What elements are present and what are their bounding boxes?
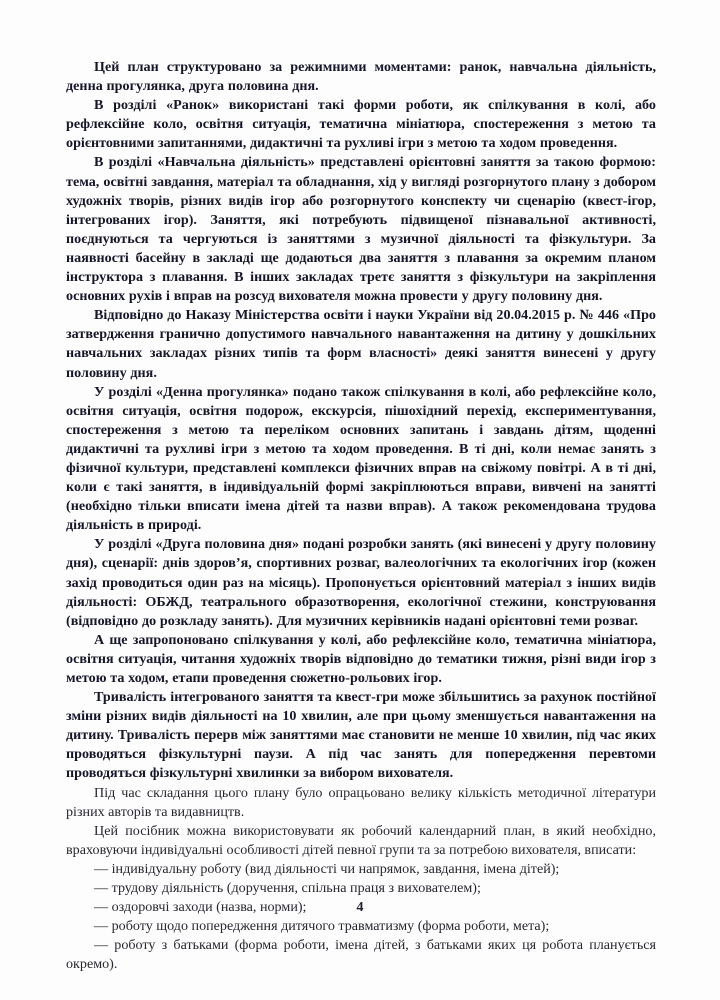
- paragraph-2-rest: використані такі форми роботи, як спілкування в колі, або рефлексійне коло, освітня ситуація, тематична мініатюра, спостереження з метою та орієнтовними запитаннями, дидактичні та рухливі ігри з метою та ходом проведення.: [66, 97, 656, 152]
- text-column: [66, 58, 656, 975]
- paragraph-2-lead: В розділі: [94, 97, 167, 114]
- paragraph-5-lead: У розділі: [94, 383, 156, 400]
- paragraph-4-order-reference: Відповідно до Наказу Міністерства освіти і науки України від 20.04.2015 р. № 446 «Про затвердження гранично допустимого навчального навантаження на дитину у дошкільних навчальних закладах різних типів та форм власності» деякі заняття винесені у другу половину дня.: [66, 307, 656, 381]
- list-item: — оздоровчі заходи (назва, норми);: [94, 899, 307, 916]
- list-item: — роботу з батьками (форма роботи, імена дітей, з батьками яких ця робота планується окремо).: [66, 937, 656, 973]
- list-item: — трудову діяльність (доручення, спільна праця з вихователем);: [94, 880, 481, 897]
- paragraph-3: [66, 153, 656, 306]
- paragraph-2: [66, 96, 656, 153]
- paragraph-6-lead: У розділі: [94, 536, 156, 553]
- paragraph-3-rest: представлені орієнтовні заняття за такою формою: тема, освітні завдання, матеріал та обладнання, хід у вигляді розгорнутого плану з добором художніх творів, різних видів ігор або розгорнутого конспекту чи сценарію (квест-ігор, інтегрованих ігор). Заняття, які потребують підвищеної пізнавальної активності, поєднуються та чергуються із заняттями з музичної діяльності та фізкультури. За наявності басейну в закладі ще додаються два заняття з плавання за окремим планом інструктора з плавання. В інших закладах третє заняття з фізкультури на закріплення основних рухів і вправ на розсуд вихователя можна провести у другу половину дня.: [66, 154, 656, 305]
- paragraph-6: [66, 535, 656, 630]
- paragraph-6-rest: подані розробки занять (які винесені у другу половину дня), сценарії: днів здоров’я, спортивних розваг, валеологічних та екологічних ігор (кожен захід проводиться один раз на місяць). Пропонується орієнтовний матеріал з інших видів діяльності: ОБЖД, театрального образотворення, екологічної стежини, конструювання (відповідно до розкладу занять). Для музичних керівників надані орієнтовні теми розваг.: [66, 536, 656, 629]
- section-name-navchalna-diyalnist: «Навчальна діяльність»: [157, 154, 315, 171]
- paragraph-3-lead: В розділі: [94, 154, 158, 171]
- paragraph-8: Тривалість інтегрованого заняття та квест-гри може збільшитись за рахунок постійної зміни різних видів діяльності на 10 хвилин, але при цьому зменшується навантаження на дитину. Тривалість перерв між заняттями має становити не менше 10 хвилин, під час яких проводяться фізкультурні паузи. А під час занять для попередження перевтоми проводяться фізкультурні хвилинки за вибором вихователя.: [66, 689, 656, 782]
- paragraph-9: Під час складання цього плану було опрацьовано велику кількість методичної літератури різних авторів та видавництв.: [66, 784, 656, 820]
- list-item: — індивідуальну роботу (вид діяльності чи напрямок, завдання, імена дітей);: [94, 860, 560, 877]
- section-name-denna-progulyanka: «Денна прогулянка»: [156, 383, 289, 400]
- paragraph-7: А ще запропоновано спілкування у колі, або рефлексійне коло, тематична мініатюра, освітня ситуація, читання художніх творів відповідно до тематики тижня, різні види ігор з метою та ходом, етапи проведення сюжетно-рольових ігор.: [66, 631, 656, 686]
- paragraph-5: [66, 383, 656, 536]
- paragraph-5-rest: подано також спілкування в колі, або рефлексійне коло, освітня ситуація, освітня подорож, екскурсія, пішохідний перехід, експериментування, спостереження з метою та переліком основних запитань і завдань дітям, щоденні дидактичні та рухливі ігри з метою та ходом проведення. В ті дні, коли немає занять з фізичної культури, представлені комплекси фізичних вправ на свіжому повітрі. А в ті дні, коли є такі заняття, в індивідуальній формі закріплюються вправи, вивчені на занятті (необхідно тільки вписати імена дітей та назви вправ). А також рекомендована трудова діяльність в природі.: [66, 383, 657, 534]
- page-number: 4: [356, 900, 364, 915]
- paragraph-1: Цей план структуровано за режимними моментами: ранок, навчальна діяльність, денна прогулянка, друга половина дня.: [66, 59, 656, 95]
- list-item: — роботу щодо попередження дитячого травматизму (форма роботи, мета);: [94, 918, 550, 935]
- paragraph-10: Цей посібник можна використовувати як робочий календарний план, в який необхідно, враховуючи індивідуальні особливості дітей певної групи та за потребою вихователя, вписати:: [66, 822, 656, 858]
- section-name-ranok: «Ранок»: [166, 97, 220, 114]
- section-name-druga-polovina-dnya: «Друга половина дня»: [155, 536, 300, 553]
